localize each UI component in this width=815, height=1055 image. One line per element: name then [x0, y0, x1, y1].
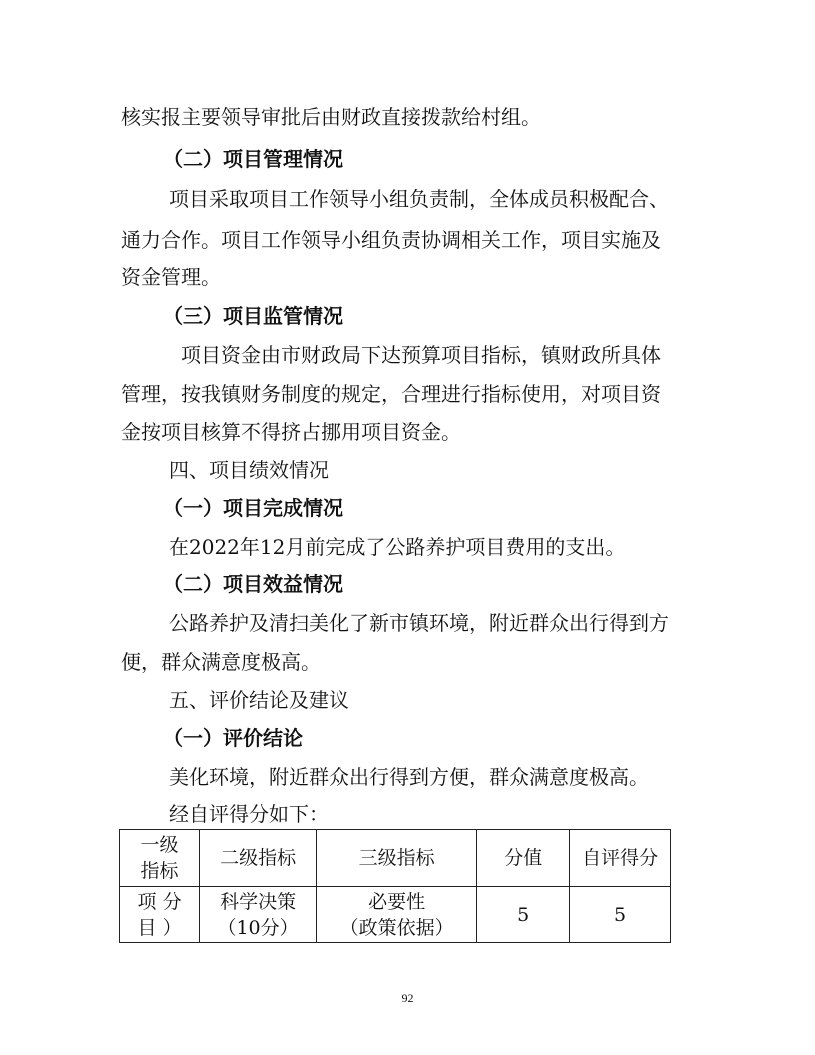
- table-header-cell: 分值: [477, 830, 570, 887]
- paragraph-line: 金按项目核算不得挤占挪用项目资金。: [121, 420, 461, 444]
- paragraph-line: 项目采取项目工作领导小组负责制，全体成员积极配合、: [169, 187, 669, 211]
- section-heading: （三）项目监管情况: [163, 304, 343, 328]
- table-cell: [200, 887, 317, 943]
- table-cell: [120, 887, 200, 943]
- table-header-cell: 三级指标: [317, 830, 477, 887]
- paragraph-line: 项目资金由市财政局下达预算项目指标，镇财政所具体: [181, 343, 661, 367]
- table-cell: 5: [570, 887, 671, 943]
- header-text: 一级: [140, 834, 179, 856]
- paragraph-line: 管理，按我镇财务制度的规定，合理进行指标使用，对项目资: [121, 382, 661, 406]
- page-number: 92: [401, 991, 414, 1005]
- header-text: 指标: [140, 860, 179, 882]
- paragraph-line: 核实报主要领导审批后由财政直接拨款给村组。: [121, 105, 541, 129]
- table-header-cell: 二级指标: [200, 830, 317, 887]
- table-cell: [317, 887, 477, 943]
- paragraph-line: 通力合作。项目工作领导小组负责协调相关工作，项目实施及: [121, 228, 661, 252]
- cell-text: （政策依据）: [339, 916, 454, 939]
- chapter-heading: 五、评价结论及建议: [169, 688, 349, 712]
- cell-text: 科学决策: [220, 890, 297, 913]
- paragraph-line: 公路养护及清扫美化了新市镇环境，附近群众出行得到方: [169, 611, 669, 635]
- paragraph-line: 美化环境，附近群众出行得到方便，群众满意度极高。: [169, 765, 649, 789]
- cell-text: （10分）: [217, 916, 299, 939]
- section-heading: （一）项目完成情况: [163, 496, 343, 520]
- cell-text: 必要性: [368, 890, 426, 913]
- section-heading: （二）项目管理情况: [163, 147, 343, 171]
- chapter-heading: 四、项目绩效情况: [169, 458, 329, 482]
- paragraph-line: 经自评得分如下：: [169, 802, 329, 826]
- cell-text: 目 ）: [137, 916, 182, 939]
- table-row: [120, 887, 671, 943]
- table-header-row: [120, 830, 671, 887]
- table-cell: 5: [477, 887, 570, 943]
- paragraph-line: 便，群众满意度极高。: [121, 650, 321, 674]
- section-heading: （二）项目效益情况: [163, 572, 343, 596]
- table-header-cell: 自评得分: [570, 830, 671, 887]
- paragraph-line: 在2022年12月前完成了公路养护项目费用的支出。: [169, 535, 626, 559]
- table-header-cell: [120, 830, 200, 887]
- cell-text: 项 分: [137, 890, 182, 913]
- section-heading: （一）评价结论: [163, 726, 303, 750]
- score-table: [119, 829, 671, 943]
- paragraph-line: 资金管理。: [121, 265, 221, 289]
